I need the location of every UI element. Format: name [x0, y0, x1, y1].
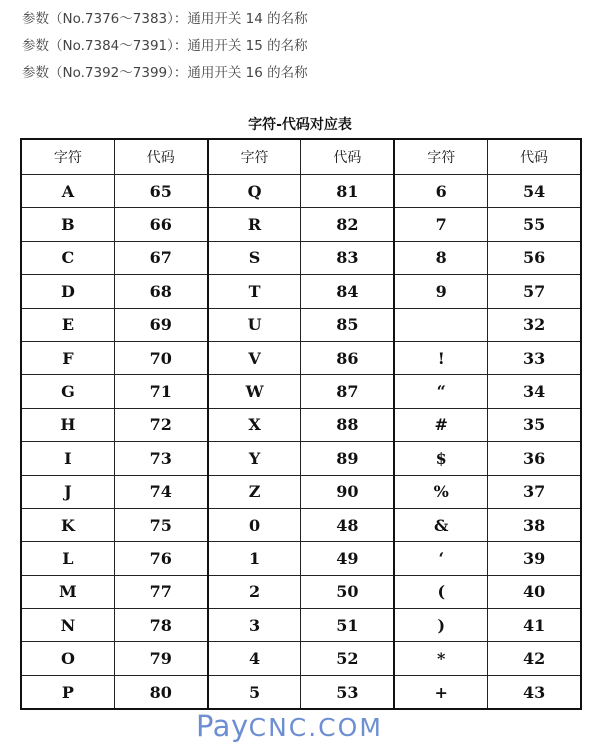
- code-cell: 79: [114, 642, 207, 675]
- table-row: [21, 275, 581, 308]
- char-cell: 1: [208, 542, 301, 575]
- char-cell: $: [394, 442, 487, 475]
- code-cell: 51: [301, 609, 394, 642]
- code-cell: 55: [488, 208, 581, 241]
- char-cell: N: [21, 609, 114, 642]
- char-cell: 0: [208, 508, 301, 541]
- code-cell: 84: [301, 275, 394, 308]
- table-row: [21, 208, 581, 241]
- table-row: [21, 408, 581, 441]
- code-cell: 77: [114, 575, 207, 608]
- char-cell: 2: [208, 575, 301, 608]
- char-cell: G: [21, 375, 114, 408]
- code-cell: 33: [488, 341, 581, 374]
- table-row: [21, 308, 581, 341]
- char-cell: P: [21, 675, 114, 709]
- table-row: [21, 175, 581, 208]
- char-cell: 5: [208, 675, 301, 709]
- code-cell: 89: [301, 442, 394, 475]
- code-cell: 80: [114, 675, 207, 709]
- watermark-cnc: CNC.COM: [248, 713, 383, 742]
- watermark-pay: Pay: [196, 709, 249, 743]
- char-code-table: [20, 138, 582, 710]
- char-cell: S: [208, 241, 301, 274]
- char-cell: 4: [208, 642, 301, 675]
- code-cell: 53: [301, 675, 394, 709]
- code-cell: 50: [301, 575, 394, 608]
- char-cell: D: [21, 275, 114, 308]
- header-code-3: 代码: [488, 139, 581, 175]
- parameter-list: [22, 6, 308, 87]
- code-cell: 75: [114, 508, 207, 541]
- code-cell: 56: [488, 241, 581, 274]
- code-cell: 38: [488, 508, 581, 541]
- table-row: [21, 542, 581, 575]
- code-cell: 36: [488, 442, 581, 475]
- char-cell: 3: [208, 609, 301, 642]
- char-cell: M: [21, 575, 114, 608]
- char-cell: W: [208, 375, 301, 408]
- table-title: 字符-代码对应表: [248, 117, 352, 133]
- char-cell: F: [21, 341, 114, 374]
- char-cell: Y: [208, 442, 301, 475]
- code-cell: 49: [301, 542, 394, 575]
- header-char-3: 字符: [394, 139, 487, 175]
- char-cell: K: [21, 508, 114, 541]
- code-cell: 72: [114, 408, 207, 441]
- char-cell: !: [394, 341, 487, 374]
- table-row: [21, 442, 581, 475]
- code-cell: 43: [488, 675, 581, 709]
- char-cell: ‘: [394, 542, 487, 575]
- code-cell: 78: [114, 609, 207, 642]
- char-cell: A: [21, 175, 114, 208]
- char-cell: 9: [394, 275, 487, 308]
- char-cell: L: [21, 542, 114, 575]
- table-row: [21, 642, 581, 675]
- char-cell: O: [21, 642, 114, 675]
- code-cell: 87: [301, 375, 394, 408]
- table-header-row: [21, 139, 581, 175]
- code-cell: 35: [488, 408, 581, 441]
- char-cell: (: [394, 575, 487, 608]
- table-row: [21, 341, 581, 374]
- char-cell: E: [21, 308, 114, 341]
- code-cell: 85: [301, 308, 394, 341]
- code-cell: 86: [301, 341, 394, 374]
- code-cell: 54: [488, 175, 581, 208]
- char-cell: U: [208, 308, 301, 341]
- code-cell: 71: [114, 375, 207, 408]
- char-cell: B: [21, 208, 114, 241]
- code-cell: 76: [114, 542, 207, 575]
- code-cell: 70: [114, 341, 207, 374]
- code-cell: 69: [114, 308, 207, 341]
- char-cell: R: [208, 208, 301, 241]
- header-char-1: 字符: [21, 139, 114, 175]
- char-cell: %: [394, 475, 487, 508]
- char-cell: ): [394, 609, 487, 642]
- char-cell: #: [394, 408, 487, 441]
- char-cell: 7: [394, 208, 487, 241]
- watermark-logo: [196, 705, 383, 747]
- code-cell: 39: [488, 542, 581, 575]
- char-cell: 8: [394, 241, 487, 274]
- header-char-2: 字符: [208, 139, 301, 175]
- table-row: [21, 575, 581, 608]
- char-cell: H: [21, 408, 114, 441]
- parameter-line: 参数（No.7384～7391）：通用开关 15 的名称: [22, 38, 308, 54]
- code-cell: 65: [114, 175, 207, 208]
- code-cell: 32: [488, 308, 581, 341]
- code-cell: 67: [114, 241, 207, 274]
- char-cell: +: [394, 675, 487, 709]
- char-cell: T: [208, 275, 301, 308]
- code-cell: 42: [488, 642, 581, 675]
- char-cell: 6: [394, 175, 487, 208]
- table-row: [21, 375, 581, 408]
- code-cell: 83: [301, 241, 394, 274]
- code-cell: 88: [301, 408, 394, 441]
- char-cell: V: [208, 341, 301, 374]
- parameter-line: 参数（No.7392～7399）：通用开关 16 的名称: [22, 65, 308, 81]
- table-row: [21, 609, 581, 642]
- char-cell: “: [394, 375, 487, 408]
- code-cell: 48: [301, 508, 394, 541]
- code-cell: 82: [301, 208, 394, 241]
- code-cell: 40: [488, 575, 581, 608]
- table-body: [21, 175, 581, 710]
- table-row: [21, 475, 581, 508]
- code-cell: 52: [301, 642, 394, 675]
- char-cell: Z: [208, 475, 301, 508]
- code-cell: 81: [301, 175, 394, 208]
- char-cell: X: [208, 408, 301, 441]
- char-cell: J: [21, 475, 114, 508]
- header-code-1: 代码: [114, 139, 207, 175]
- char-cell: C: [21, 241, 114, 274]
- code-cell: 74: [114, 475, 207, 508]
- char-cell: *: [394, 642, 487, 675]
- char-cell: [394, 308, 487, 341]
- code-cell: 41: [488, 609, 581, 642]
- table-row: [21, 241, 581, 274]
- code-cell: 66: [114, 208, 207, 241]
- char-cell: &: [394, 508, 487, 541]
- code-cell: 57: [488, 275, 581, 308]
- table-row: [21, 508, 581, 541]
- parameter-line: 参数（No.7376～7383）：通用开关 14 的名称: [22, 11, 308, 27]
- code-cell: 73: [114, 442, 207, 475]
- code-cell: 90: [301, 475, 394, 508]
- code-cell: 34: [488, 375, 581, 408]
- char-cell: I: [21, 442, 114, 475]
- header-code-2: 代码: [301, 139, 394, 175]
- code-cell: 68: [114, 275, 207, 308]
- code-cell: 37: [488, 475, 581, 508]
- char-cell: Q: [208, 175, 301, 208]
